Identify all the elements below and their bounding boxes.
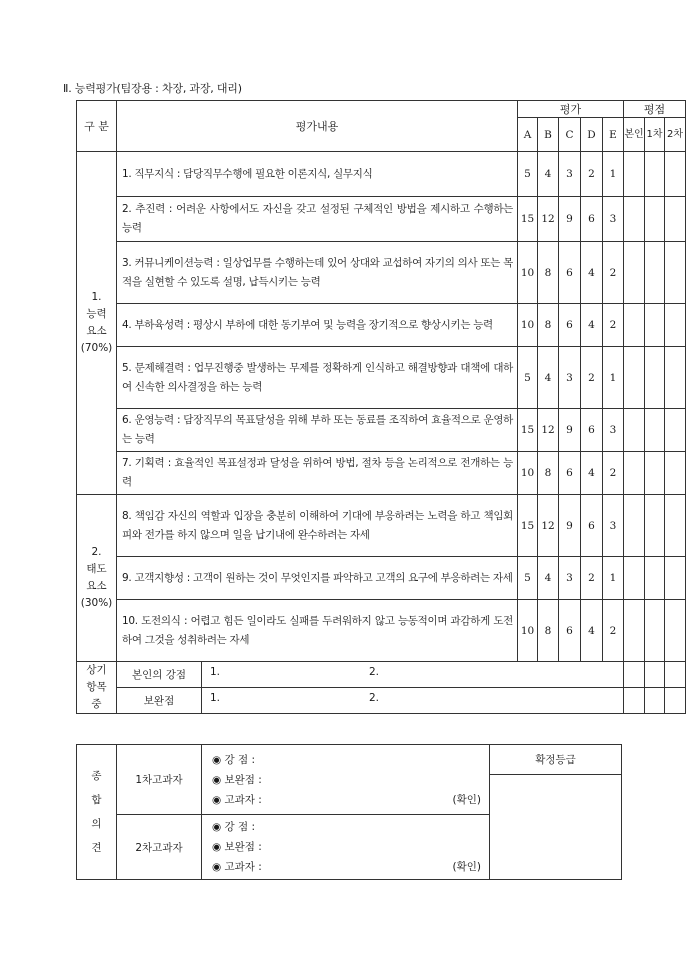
summary-label-char: 의 — [91, 818, 102, 830]
grade-score: 5 — [518, 152, 538, 197]
score-cell[interactable] — [665, 409, 686, 452]
grade-score: 4 — [538, 557, 559, 600]
score-cell[interactable] — [645, 347, 665, 409]
summary-label-char: 견 — [91, 842, 102, 854]
score-group-header: 평점 — [624, 101, 686, 118]
score-cell[interactable] — [665, 600, 686, 662]
content-header: 평가내용 — [117, 101, 518, 152]
grade-header: D — [581, 118, 603, 152]
item-description: 10. 도전의식 : 어렵고 힘든 일이라도 실패를 두려워하지 않고 능동적이며 과감하게 도전하여 그것을 성취하려는 자세 — [117, 600, 518, 662]
extra-label — [77, 662, 117, 714]
score-cell[interactable] — [665, 197, 686, 242]
item-description: 7. 기획력 : 효율적인 목표설정과 달성을 위하여 방법, 절차 등을 논리적으로 전개하는 능력 — [117, 452, 518, 495]
item-row — [77, 557, 686, 600]
score-cell[interactable] — [665, 347, 686, 409]
item-row — [77, 242, 686, 304]
score-cell[interactable] — [624, 495, 645, 557]
score-cell[interactable] — [624, 197, 645, 242]
group-label — [77, 152, 117, 495]
strength-first: 1. — [210, 666, 221, 678]
item-description: 9. 고객지향성 : 고객이 원하는 것이 무엇인지를 파악하고 고객의 요구에 부응하려는 자세 — [117, 557, 518, 600]
weakness-label: 보완점 — [117, 688, 202, 714]
grade-group-header: 평가 — [518, 101, 624, 118]
strength-second: 2. — [369, 666, 380, 678]
grade-score: 4 — [581, 304, 603, 347]
final-grade-header: 확정등급 — [490, 745, 622, 775]
grade-score: 6 — [581, 409, 603, 452]
score-cell[interactable] — [665, 152, 686, 197]
grade-score: 6 — [559, 452, 581, 495]
grade-score: 12 — [538, 409, 559, 452]
grade-score: 6 — [559, 600, 581, 662]
strength-label: 본인의 강점 — [117, 662, 202, 688]
item-description: 6. 운영능력 : 담장직무의 목표달성을 위해 부하 또는 동료를 조직하여 효율적으로 운영하는 능력 — [117, 409, 518, 452]
score-cell[interactable] — [645, 600, 665, 662]
score-cell[interactable] — [645, 242, 665, 304]
score-cell[interactable] — [645, 557, 665, 600]
grade-score: 2 — [603, 304, 624, 347]
score-header-first: 1차 — [645, 118, 665, 152]
reviewer-opinion[interactable] — [202, 745, 490, 815]
grade-score: 2 — [581, 347, 603, 409]
grade-score: 12 — [538, 495, 559, 557]
grade-score: 2 — [603, 452, 624, 495]
score-header-self: 본인 — [624, 118, 645, 152]
item-description: 3. 커뮤니케이션능력 : 일상업무를 수행하는데 있어 상대와 교섭하여 자기의 의사 또는 목적을 실현할 수 있도록 설명, 납득시키는 능력 — [117, 242, 518, 304]
score-cell[interactable] — [665, 557, 686, 600]
score-cell[interactable] — [645, 152, 665, 197]
grade-score: 3 — [603, 197, 624, 242]
grade-score: 6 — [581, 495, 603, 557]
score-cell[interactable] — [645, 452, 665, 495]
extra-label-line: 중 — [91, 698, 102, 710]
score-cell[interactable] — [624, 304, 645, 347]
grade-score: 9 — [559, 495, 581, 557]
grade-score: 8 — [538, 304, 559, 347]
weakness-field[interactable] — [202, 688, 624, 714]
group-label-line: (70%) — [80, 342, 113, 354]
grade-score: 10 — [518, 304, 538, 347]
group-label-line: 2. — [91, 546, 102, 558]
grade-score: 3 — [603, 409, 624, 452]
grade-score: 15 — [518, 409, 538, 452]
item-row — [77, 495, 686, 557]
weakness-line: ◉ 보완점 : — [212, 841, 262, 853]
grade-header: C — [559, 118, 581, 152]
score-cell[interactable] — [624, 557, 645, 600]
score-cell[interactable] — [665, 662, 686, 688]
grade-header: B — [538, 118, 559, 152]
score-cell[interactable] — [665, 495, 686, 557]
grade-score: 3 — [603, 495, 624, 557]
reviewer-opinion[interactable] — [202, 815, 490, 880]
grade-score: 4 — [538, 347, 559, 409]
strength-line: ◉ 강 점 : — [212, 753, 255, 766]
grade-header: E — [603, 118, 624, 152]
reviewer-line — [202, 857, 489, 877]
grade-score: 9 — [559, 197, 581, 242]
score-header-second: 2차 — [665, 118, 686, 152]
grade-score: 8 — [538, 600, 559, 662]
reviewer-name: 1차고과자 — [117, 745, 202, 815]
score-cell[interactable] — [624, 152, 645, 197]
item-description: 1. 직무지식 : 담당직무수행에 필요한 이론지식, 실무지식 — [117, 152, 518, 197]
final-grade-field[interactable] — [490, 775, 622, 880]
summary-label — [77, 745, 117, 880]
summary-label-char: 종 — [91, 770, 102, 782]
grade-score: 4 — [581, 242, 603, 304]
score-cell[interactable] — [645, 662, 665, 688]
grade-score: 15 — [518, 197, 538, 242]
grade-score: 1 — [603, 347, 624, 409]
grade-score: 6 — [581, 197, 603, 242]
score-cell[interactable] — [645, 304, 665, 347]
item-row — [77, 152, 686, 197]
grade-score: 5 — [518, 347, 538, 409]
grade-score: 8 — [538, 452, 559, 495]
grade-score: 3 — [559, 152, 581, 197]
grade-score: 4 — [581, 452, 603, 495]
item-row — [77, 304, 686, 347]
extra-label-line: 상기 — [86, 664, 107, 676]
weakness-line: ◉ 보완점 : — [212, 773, 262, 786]
score-cell[interactable] — [624, 452, 645, 495]
extra-label-line: 항목 — [86, 681, 107, 693]
strength-field[interactable] — [202, 662, 624, 688]
category-header: 구 분 — [77, 101, 117, 152]
reviewer-line — [202, 790, 489, 810]
item-description: 2. 추진력 : 어려운 사항에서도 자신을 갖고 설정된 구체적인 방법을 제시하고 수행하는 능력 — [117, 197, 518, 242]
strength-line: ◉ 강 점 : — [212, 821, 255, 833]
grade-score: 15 — [518, 495, 538, 557]
score-cell[interactable] — [665, 242, 686, 304]
group-label-line: 요소 — [86, 580, 107, 592]
grade-score: 10 — [518, 600, 538, 662]
score-cell[interactable] — [665, 304, 686, 347]
score-cell[interactable] — [624, 242, 645, 304]
grade-score: 3 — [559, 557, 581, 600]
confirm-text: (확인) — [452, 793, 481, 806]
item-description: 4. 부하육성력 : 평상시 부하에 대한 동기부여 및 능력을 장기적으로 향상시키는 능력 — [117, 304, 518, 347]
item-row — [77, 409, 686, 452]
grade-score: 1 — [603, 557, 624, 600]
reviewer-text: ◉ 고과자 : — [212, 793, 262, 806]
grade-score: 5 — [518, 557, 538, 600]
score-cell[interactable] — [645, 409, 665, 452]
score-cell[interactable] — [624, 347, 645, 409]
weakness-first: 1. — [210, 692, 221, 704]
group-label — [77, 495, 117, 662]
grade-score: 4 — [538, 152, 559, 197]
group-label-line: 태도 — [86, 563, 107, 575]
grade-score: 8 — [538, 242, 559, 304]
grade-score: 4 — [581, 600, 603, 662]
score-cell[interactable] — [645, 688, 665, 714]
grade-score: 3 — [559, 347, 581, 409]
score-cell[interactable] — [665, 452, 686, 495]
group-label-line: 요소 — [86, 325, 107, 337]
score-cell[interactable] — [624, 600, 645, 662]
grade-score: 6 — [559, 242, 581, 304]
grade-score: 9 — [559, 409, 581, 452]
grade-header: A — [518, 118, 538, 152]
grade-score: 2 — [581, 152, 603, 197]
item-row — [77, 452, 686, 495]
score-cell[interactable] — [645, 495, 665, 557]
item-row — [77, 600, 686, 662]
group-label-line: (30%) — [80, 597, 113, 609]
item-row — [77, 347, 686, 409]
summary-table — [76, 744, 622, 880]
group-label-line: 능력 — [86, 308, 107, 320]
section-title: Ⅱ. 능력평가(팀장용 : 차장, 과장, 대리) — [63, 82, 242, 95]
score-cell[interactable] — [624, 409, 645, 452]
reviewer-name: 2차고과자 — [117, 815, 202, 880]
item-description: 8. 책임감 자신의 역할과 입장을 충분히 이해하여 기대에 부응하려는 노력을 하고 책임회피와 전가를 하지 않으며 일을 납기내에 완수하려는 자세 — [117, 495, 518, 557]
grade-score: 12 — [538, 197, 559, 242]
grade-score: 2 — [603, 242, 624, 304]
grade-score: 10 — [518, 452, 538, 495]
group-label-line: 1. — [91, 291, 102, 303]
confirm-text: (확인) — [452, 861, 481, 873]
grade-score: 2 — [603, 600, 624, 662]
score-cell[interactable] — [665, 688, 686, 714]
evaluation-table — [76, 100, 686, 714]
item-description: 5. 문제해결력 : 업무진행중 발생하는 무제를 정확하게 인식하고 해결방향과 대책에 대하여 신속한 의사결정을 하는 능력 — [117, 347, 518, 409]
reviewer-text: ◉ 고과자 : — [212, 861, 262, 873]
score-cell[interactable] — [645, 197, 665, 242]
summary-label-char: 합 — [91, 794, 102, 806]
grade-score: 1 — [603, 152, 624, 197]
grade-score: 6 — [559, 304, 581, 347]
grade-score: 2 — [581, 557, 603, 600]
score-cell[interactable] — [624, 688, 645, 714]
grade-score: 10 — [518, 242, 538, 304]
score-cell[interactable] — [624, 662, 645, 688]
item-row — [77, 197, 686, 242]
weakness-second: 2. — [369, 692, 380, 704]
